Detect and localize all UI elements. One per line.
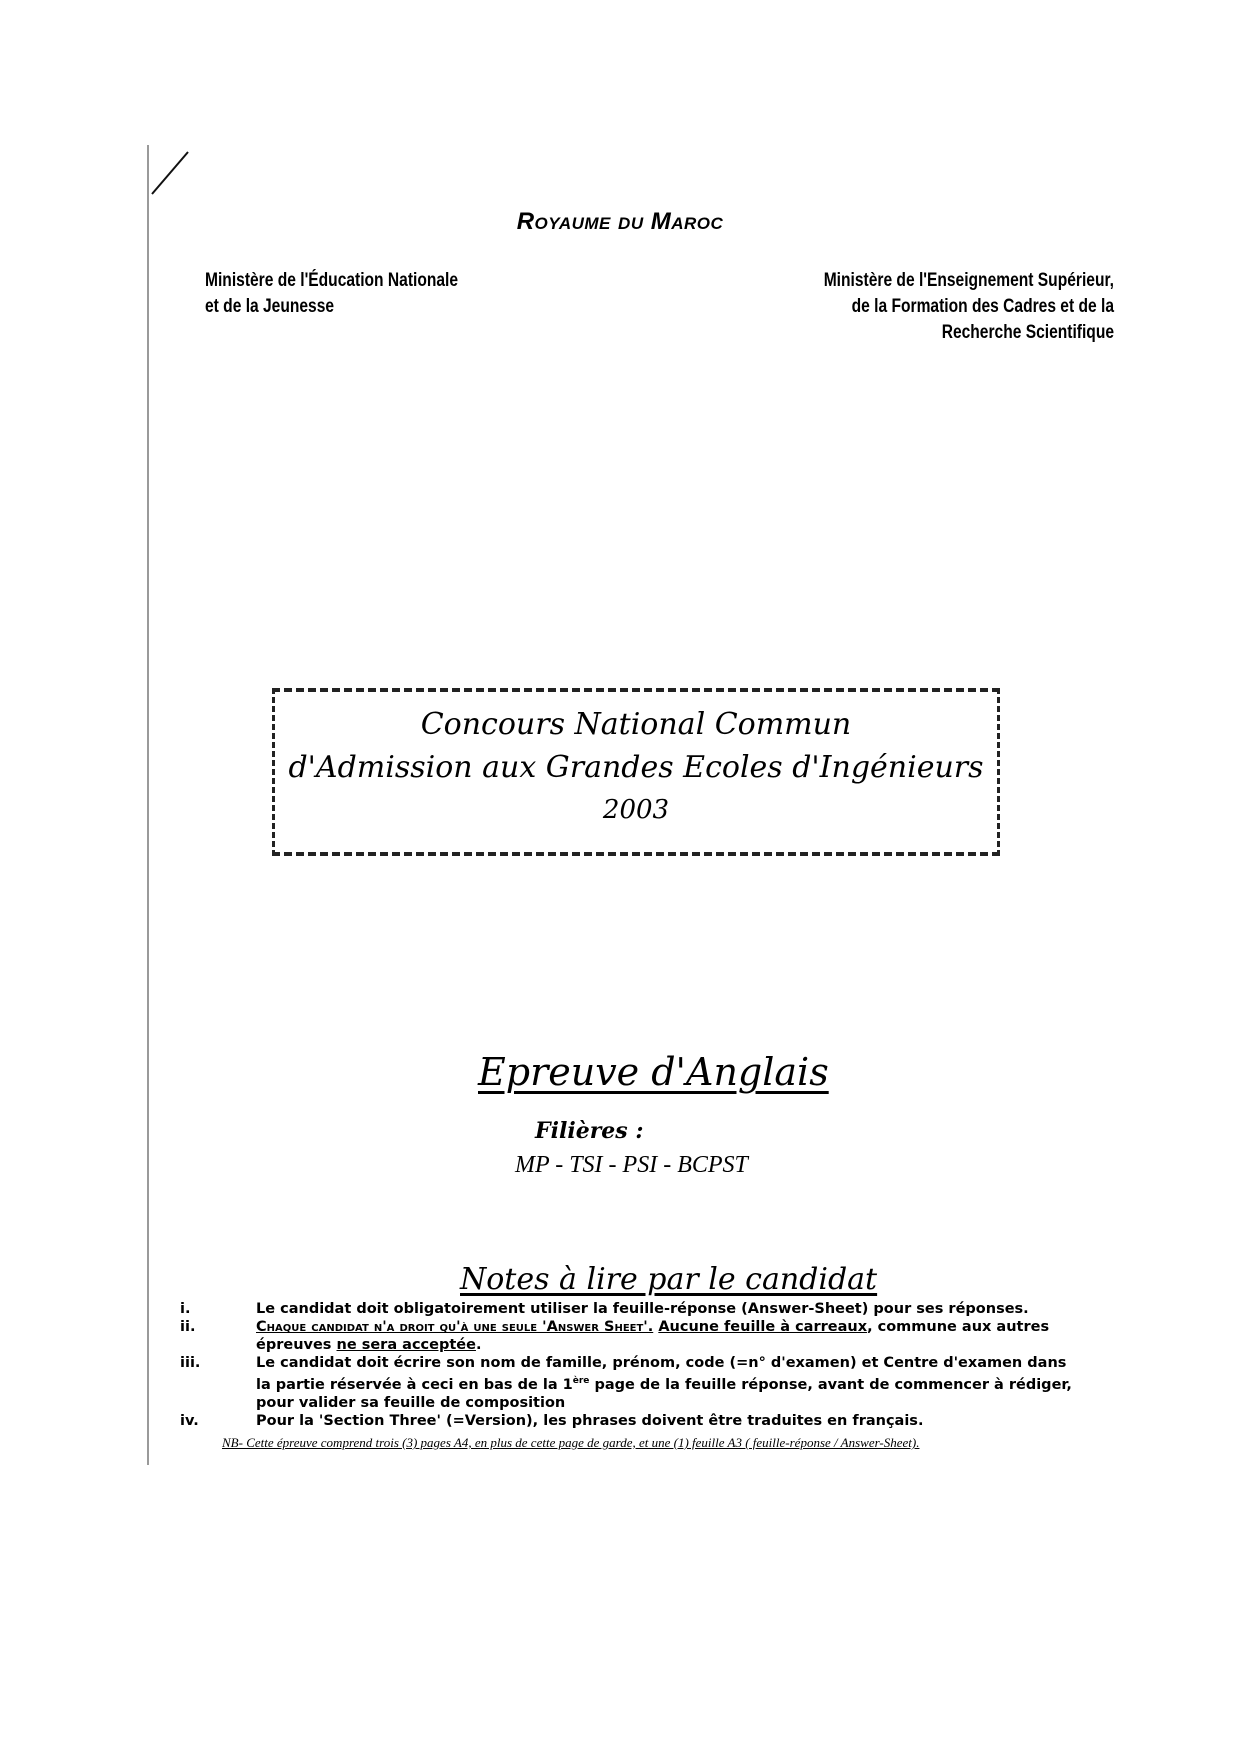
contest-title-box <box>272 688 1000 856</box>
note-item <box>180 1318 1080 1354</box>
note-text-part: , commune aux autres épreuves <box>256 1319 1050 1353</box>
notes-list <box>180 1300 1080 1430</box>
ministry-education <box>205 268 549 320</box>
note-number: iv. <box>180 1412 199 1429</box>
note-text-part: Chaque candidat n'a droit qu'à une seule 'Answer Sheet'. <box>256 1319 654 1335</box>
ministry-higher-education-line: Recherche Scientifique <box>941 322 1114 343</box>
nb-footnote: NB- Cette épreuve comprend trois (3) pages A4, en plus de cette page de garde, et une (1) feuille A3 ( feuille-réponse / Answer-Sheet). <box>222 1435 920 1450</box>
note-number: ii. <box>180 1319 196 1335</box>
contest-year: 2003 <box>602 795 670 825</box>
note-item <box>180 1300 1080 1318</box>
left-margin-rule <box>147 145 149 1465</box>
note-text <box>256 1354 1080 1412</box>
note-number: i. <box>180 1301 191 1317</box>
note-number: iii. <box>180 1355 201 1371</box>
note-item <box>180 1354 1080 1412</box>
ministry-higher-education-line: de la Formation des Cadres et de la <box>851 296 1114 317</box>
note-text-part: Pour la 'Section Three' (=Version), les phrases doivent être traduites en français. <box>256 1412 924 1429</box>
ministry-education-line: et de la Jeunesse <box>205 296 335 317</box>
note-text <box>256 1300 1080 1318</box>
note-text-part: Aucune feuille à carreaux <box>658 1319 868 1335</box>
filieres-list: MP - TSI - PSI - BCPST <box>515 1152 748 1178</box>
slash-mark <box>150 150 190 196</box>
note-text-part: . <box>475 1337 482 1353</box>
filieres-label: Filières : <box>535 1118 644 1144</box>
note-text-part: Le candidat doit obligatoirement utiliser la feuille-réponse (Answer-Sheet) pour ses réponses. <box>256 1301 1029 1317</box>
exam-title: Epreuve d'Anglais <box>478 1050 829 1094</box>
note-text <box>256 1318 1080 1354</box>
note-text-part: Le candidat doit écrire son nom de famille, prénom, code (=n° d'examen) et Centre d'examen dans la partie réservée à ceci en bas de la 1 <box>256 1355 1067 1393</box>
kingdom-heading: Royaume du Maroc <box>516 208 724 235</box>
contest-subtitle: d'Admission aux Grandes Ecoles d'Ingénieurs <box>288 750 984 785</box>
contest-name: Concours National Commun <box>420 707 852 742</box>
ministry-higher-education-line: Ministère de l'Enseignement Supérieur, <box>823 270 1114 291</box>
note-text-part: page de la feuille réponse, avant de commencer à rédiger, pour valider sa feuille de composition <box>256 1376 1072 1411</box>
ministry-education-line: Ministère de l'Éducation Nationale <box>205 270 459 291</box>
note-text <box>256 1412 1080 1430</box>
notes-title: Notes à lire par le candidat <box>460 1262 878 1297</box>
ministry-higher-education <box>688 268 1114 346</box>
note-text-part: ne sera acceptée <box>336 1337 476 1353</box>
note-superscript: ère <box>572 1376 590 1386</box>
note-item <box>180 1412 1080 1430</box>
